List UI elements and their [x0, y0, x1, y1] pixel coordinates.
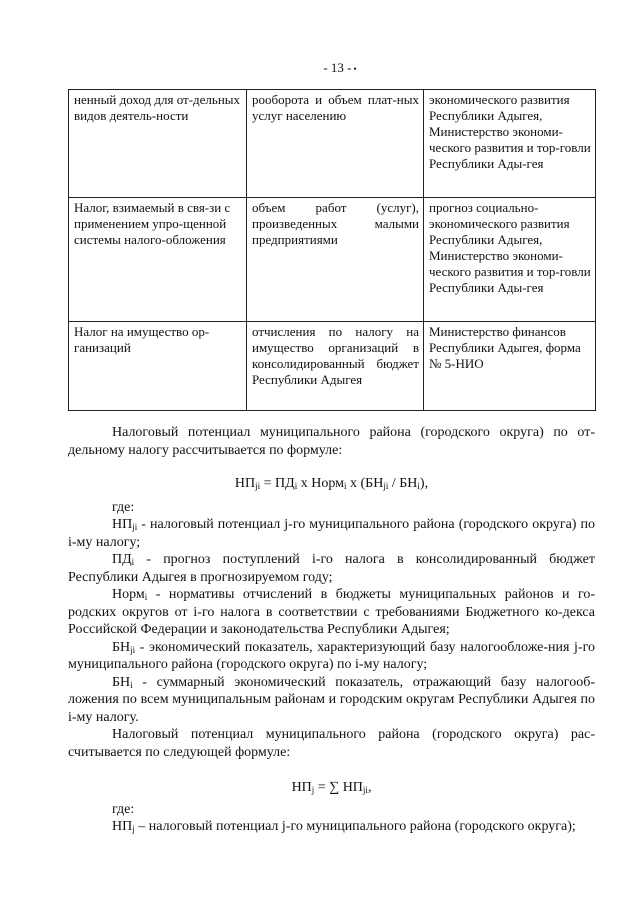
page-number: - 13 - • — [323, 60, 357, 75]
tax-base-table — [68, 89, 596, 411]
indicator-cell: рооборота и объем плат-ных услуг населению — [247, 90, 424, 198]
indicator-cell: объем работ (услуг), произведенных малыми предприятиями — [247, 198, 424, 322]
table-row — [69, 90, 596, 198]
source-cell: прогноз социально-экономического развития Республики Адыгея, Министерство экономи-ческого развития и тор-говли Республики Ады-гея — [424, 198, 596, 322]
page-mark: • — [353, 64, 357, 74]
definition-bn-i: $БН_i$ - суммарный экономический показатель, отражающий базу налогооб-ложения по всем муниципальным районам и городским округам Республики Адыгея по i-му налогу. — [68, 674, 595, 725]
definition-norm-i: Норм$_i$ - нормативы отчислений в бюджеты муниципальных районов и го-родских округов от i-го налога в соответствии с требованиями Бюджетного ко-декса Российской Федерации и законодательства Республики Адыгея; — [68, 587, 595, 637]
intro2-paragraph: Налоговый потенциал муниципального района (городского округа) рас-считывается по следующей формуле: — [68, 727, 595, 760]
where-label: где: — [112, 499, 135, 515]
table-row — [69, 322, 596, 411]
where-label: где: — [112, 801, 135, 817]
table-row — [69, 198, 596, 322]
indicator-cell: отчисления по налогу на имущество организаций в консолидированный бюджет Республики Адыгея — [247, 322, 424, 411]
formula-2: $НП_j$ = ∑ $НП_{ji}$, — [291, 780, 372, 795]
tax-name-cell: Налог, взимаемый в свя-зи с применением упро-щенной системы налого-обложения — [69, 198, 247, 322]
tax-name-cell: ненный доход для от-дельных видов деятель-ности — [69, 90, 247, 198]
definition-np-ji: $НП_{ji}$ - налоговый потенциал j-го муниципального района (городского округа) по i-му налогу; — [68, 517, 595, 550]
body-text — [68, 424, 595, 836]
source-cell: Министерство финансов Республики Адыгея, форма № 5-НИО — [424, 322, 596, 411]
definition-bn-ji: $БН_{ji}$ - экономический показатель, характеризующий базу налогообложе-ния j-го муниципального района (городского округа) по i-му налогу; — [68, 639, 595, 672]
formula-1: $НП_{ji} = ПД_i$ x Норм$_i$ x $(БН_{ji} / БН_i)$, — [234, 476, 429, 491]
definition-np-j: $НП_j$ – налоговый потенциал j-го муниципального района (городского округа); — [112, 819, 576, 834]
tax-name-cell: Налог на имущество ор-ганизаций — [69, 322, 247, 411]
source-cell: экономического развития Республики Адыгея, Министерство экономи-ческого развития и тор-говли Республики Ады-гея — [424, 90, 596, 198]
intro-paragraph: Налоговый потенциал муниципального района (городского округа) по от-дельному налогу рассчитывается по формуле: — [68, 425, 595, 458]
definition-pd-i: $ПД_i$ - прогноз поступлений i-го налога в консолидированный бюджет Республики Адыгея в прогнозируемом году; — [68, 552, 595, 585]
